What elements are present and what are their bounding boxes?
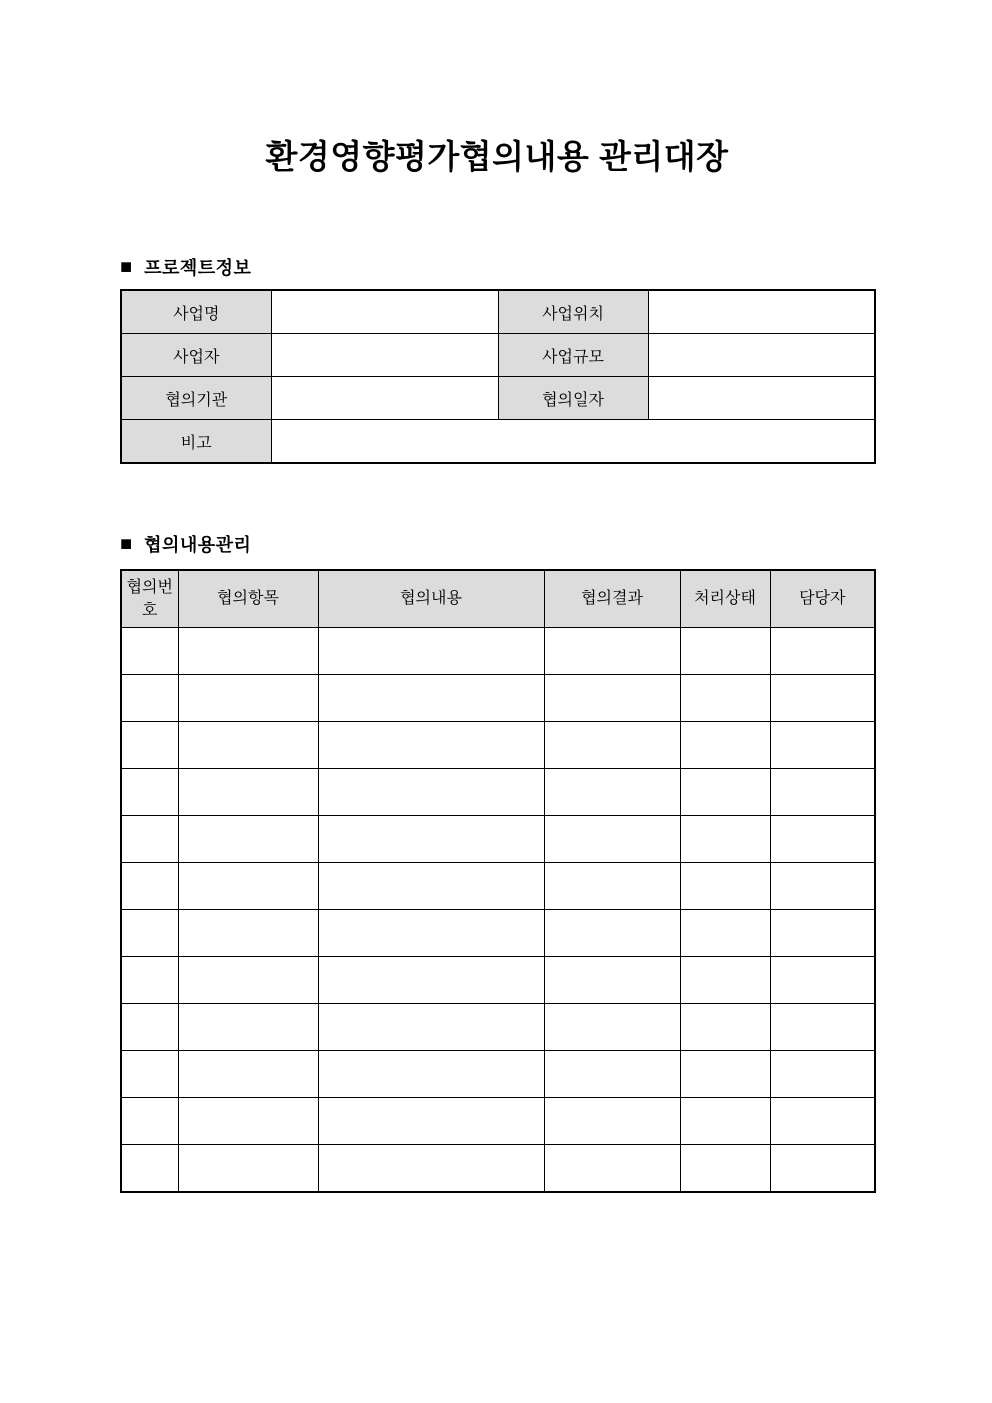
empty-cell bbox=[318, 722, 544, 769]
empty-cell bbox=[544, 1098, 680, 1145]
empty-cell bbox=[680, 1145, 770, 1193]
table-row bbox=[121, 1051, 875, 1098]
empty-cell bbox=[318, 863, 544, 910]
field-value-business-name bbox=[271, 290, 498, 334]
column-header-person-in-charge: 담당자 bbox=[770, 570, 875, 628]
table-header-row bbox=[121, 570, 875, 628]
empty-cell bbox=[318, 675, 544, 722]
section-title-consultation: 협의내용관리 bbox=[144, 534, 252, 555]
empty-cell bbox=[121, 910, 178, 957]
field-label-business-name: 사업명 bbox=[121, 290, 271, 334]
consultation-table-body bbox=[121, 628, 875, 1193]
table-row bbox=[121, 334, 875, 377]
table-row bbox=[121, 722, 875, 769]
table-row bbox=[121, 377, 875, 420]
table-row bbox=[121, 1004, 875, 1051]
empty-cell bbox=[121, 1051, 178, 1098]
field-value-business-scale bbox=[648, 334, 875, 377]
empty-cell bbox=[544, 910, 680, 957]
field-label-remarks: 비고 bbox=[121, 420, 271, 464]
empty-cell bbox=[121, 1145, 178, 1193]
table-row bbox=[121, 816, 875, 863]
field-label-business-scale: 사업규모 bbox=[498, 334, 648, 377]
empty-cell bbox=[544, 863, 680, 910]
empty-cell bbox=[318, 628, 544, 675]
empty-cell bbox=[680, 816, 770, 863]
table-row bbox=[121, 863, 875, 910]
table-row bbox=[121, 675, 875, 722]
empty-cell bbox=[544, 675, 680, 722]
table-row bbox=[121, 290, 875, 334]
project-info-table bbox=[120, 289, 876, 464]
empty-cell bbox=[770, 769, 875, 816]
empty-cell bbox=[544, 769, 680, 816]
empty-cell bbox=[121, 1004, 178, 1051]
field-label-consult-agency: 협의기관 bbox=[121, 377, 271, 420]
empty-cell bbox=[121, 722, 178, 769]
empty-cell bbox=[121, 816, 178, 863]
empty-cell bbox=[680, 628, 770, 675]
section-title-project-info: 프로젝트정보 bbox=[144, 257, 252, 278]
field-value-business-location bbox=[648, 290, 875, 334]
empty-cell bbox=[178, 816, 318, 863]
empty-cell bbox=[680, 675, 770, 722]
empty-cell bbox=[770, 1051, 875, 1098]
empty-cell bbox=[544, 1051, 680, 1098]
empty-cell bbox=[770, 1098, 875, 1145]
field-label-business-operator: 사업자 bbox=[121, 334, 271, 377]
empty-cell bbox=[121, 769, 178, 816]
empty-cell bbox=[178, 863, 318, 910]
empty-cell bbox=[544, 1145, 680, 1193]
empty-cell bbox=[770, 1145, 875, 1193]
empty-cell bbox=[318, 1098, 544, 1145]
table-row bbox=[121, 957, 875, 1004]
table-row bbox=[121, 769, 875, 816]
empty-cell bbox=[318, 1004, 544, 1051]
table-row bbox=[121, 628, 875, 675]
empty-cell bbox=[680, 910, 770, 957]
empty-cell bbox=[770, 722, 875, 769]
empty-cell bbox=[770, 816, 875, 863]
field-value-consult-date bbox=[648, 377, 875, 420]
section-bullet-icon: ■ bbox=[120, 255, 133, 278]
empty-cell bbox=[178, 910, 318, 957]
empty-cell bbox=[318, 910, 544, 957]
empty-cell bbox=[544, 957, 680, 1004]
column-header-consult-result: 협의결과 bbox=[544, 570, 680, 628]
empty-cell bbox=[178, 722, 318, 769]
empty-cell bbox=[178, 1051, 318, 1098]
column-header-consult-content: 협의내용 bbox=[318, 570, 544, 628]
empty-cell bbox=[318, 1051, 544, 1098]
field-value-consult-agency bbox=[271, 377, 498, 420]
empty-cell bbox=[318, 1145, 544, 1193]
empty-cell bbox=[121, 1098, 178, 1145]
column-header-consult-item: 협의항목 bbox=[178, 570, 318, 628]
empty-cell bbox=[680, 722, 770, 769]
empty-cell bbox=[770, 675, 875, 722]
section-header-consultation bbox=[120, 532, 874, 555]
empty-cell bbox=[178, 1098, 318, 1145]
page-title: 환경영향평가협의내용 관리대장 bbox=[265, 138, 729, 175]
empty-cell bbox=[121, 628, 178, 675]
empty-cell bbox=[680, 1051, 770, 1098]
consultation-table bbox=[120, 569, 876, 1193]
empty-cell bbox=[178, 1004, 318, 1051]
empty-cell bbox=[178, 1145, 318, 1193]
field-label-business-location: 사업위치 bbox=[498, 290, 648, 334]
empty-cell bbox=[770, 1004, 875, 1051]
empty-cell bbox=[121, 957, 178, 1004]
empty-cell bbox=[121, 675, 178, 722]
section-header-project-info bbox=[120, 255, 874, 278]
column-header-consult-number: 협의번호 bbox=[121, 570, 178, 628]
table-row bbox=[121, 1145, 875, 1193]
empty-cell bbox=[178, 957, 318, 1004]
empty-cell bbox=[544, 1004, 680, 1051]
empty-cell bbox=[770, 910, 875, 957]
table-row bbox=[121, 1098, 875, 1145]
column-header-process-status: 처리상태 bbox=[680, 570, 770, 628]
empty-cell bbox=[544, 628, 680, 675]
empty-cell bbox=[178, 769, 318, 816]
empty-cell bbox=[544, 722, 680, 769]
table-row bbox=[121, 910, 875, 957]
empty-cell bbox=[680, 769, 770, 816]
empty-cell bbox=[770, 957, 875, 1004]
empty-cell bbox=[680, 1004, 770, 1051]
empty-cell bbox=[544, 816, 680, 863]
empty-cell bbox=[178, 628, 318, 675]
field-label-consult-date: 협의일자 bbox=[498, 377, 648, 420]
empty-cell bbox=[680, 863, 770, 910]
field-value-remarks bbox=[271, 420, 875, 464]
empty-cell bbox=[770, 628, 875, 675]
section-bullet-icon: ■ bbox=[120, 532, 133, 555]
empty-cell bbox=[318, 816, 544, 863]
empty-cell bbox=[318, 957, 544, 1004]
field-value-business-operator bbox=[271, 334, 498, 377]
table-row bbox=[121, 420, 875, 464]
empty-cell bbox=[680, 957, 770, 1004]
empty-cell bbox=[770, 863, 875, 910]
empty-cell bbox=[680, 1098, 770, 1145]
empty-cell bbox=[318, 769, 544, 816]
empty-cell bbox=[121, 863, 178, 910]
empty-cell bbox=[178, 675, 318, 722]
